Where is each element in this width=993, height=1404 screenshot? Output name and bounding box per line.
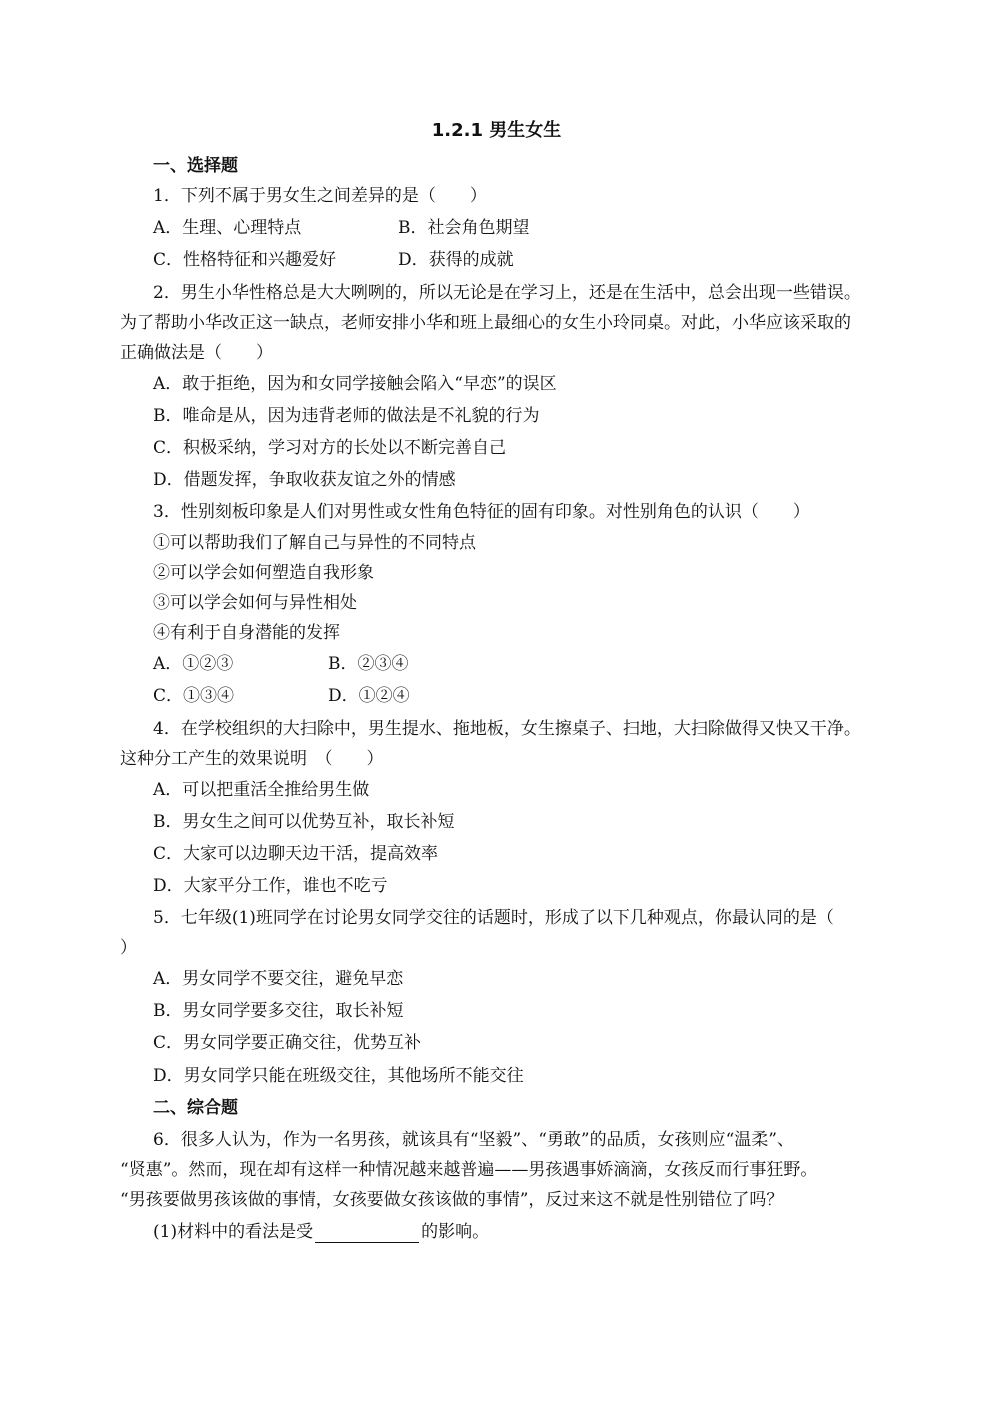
- q3-options-row2: [0, 685, 993, 707]
- q2-option-b: B．唯命是从，因为违背老师的做法是不礼貌的行为: [153, 406, 540, 426]
- q3-option-a: A．①②③: [153, 654, 234, 674]
- q5-option-c: C．男女同学要正确交往，优势互补: [153, 1033, 422, 1053]
- q6-paragraph-line3: “男孩要做男孩该做的事情，女孩要做女孩该做的事情”，反过来这不就是性别错位了吗？: [120, 1190, 784, 1210]
- q5-option-a: A．男女同学不要交往，避免早恋: [153, 969, 404, 989]
- q5-stem-line1: 5．七年级(1)班同学在讨论男女同学交往的话题时，形成了以下几种观点，你最认同的是（: [153, 908, 834, 928]
- q4-option-a: A．可以把重活全推给男生做: [153, 780, 370, 800]
- q1-option-d: D．获得的成就: [398, 250, 514, 270]
- q4-option-c: C．大家可以边聊天边干活，提高效率: [153, 844, 439, 864]
- q5-option-b: B．男女同学要多交往，取长补短: [153, 1001, 404, 1021]
- q1-option-b: B．社会角色期望: [398, 218, 530, 238]
- q6-paragraph-line1: 6．很多人认为，作为一名男孩，就该具有“坚毅”、“勇敢”的品质，女孩则应“温柔”、: [153, 1130, 794, 1150]
- q3-option-b: B．②③④: [328, 654, 409, 674]
- q3-option-c: C．①③④: [153, 686, 235, 706]
- q1-option-c: C．性格特征和兴趣爱好: [153, 250, 337, 270]
- q1-options-row1: [0, 217, 993, 239]
- q3-statement-3: ③可以学会如何与异性相处: [153, 593, 357, 613]
- q3-stem: 3．性别刻板印象是人们对男性或女性角色特征的固有印象。对性别角色的认识（ ）: [153, 502, 810, 522]
- q2-option-d: D．借题发挥，争取收获友谊之外的情感: [153, 470, 456, 490]
- section-heading-choice: 一、选择题: [153, 156, 238, 176]
- q2-stem-line1: 2．男生小华性格总是大大咧咧的，所以无论是在学习上，还是在生活中，总会出现一些错误。: [153, 283, 861, 303]
- q2-option-a: A．敢于拒绝，因为和女同学接触会陷入“早恋”的误区: [153, 374, 557, 394]
- q6-sub1-answer-blank[interactable]: [315, 1224, 419, 1243]
- q3-statement-1: ①可以帮助我们了解自己与异性的不同特点: [153, 533, 476, 553]
- section-heading-comprehensive: 二、综合题: [153, 1098, 238, 1118]
- q6-sub1-suffix: 的影响。: [421, 1222, 490, 1242]
- q4-stem-line2: 这种分工产生的效果说明 （ ）: [120, 749, 384, 769]
- q6-subquestion-1: [0, 1221, 993, 1243]
- q5-stem-line2: ）: [120, 938, 137, 958]
- q3-statement-4: ④有利于自身潜能的发挥: [153, 623, 340, 643]
- page-title: 1.2.1 男生女生: [431, 120, 562, 141]
- q2-stem-line3: 正确做法是（ ）: [120, 343, 273, 363]
- q3-option-d: D．①②④: [328, 686, 410, 706]
- q2-stem-line2: 为了帮助小华改正这一缺点，老师安排小华和班上最细心的女生小玲同桌。对此，小华应该采取的: [120, 313, 851, 333]
- q6-sub1-prefix: (1)材料中的看法是受: [153, 1222, 314, 1242]
- q4-stem-line1: 4．在学校组织的大扫除中，男生提水、拖地板，女生擦桌子、扫地，大扫除做得又快又干净。: [153, 719, 861, 739]
- q2-option-c: C．积极采纳，学习对方的长处以不断完善自己: [153, 438, 507, 458]
- q3-options-row1: [0, 653, 993, 675]
- q4-option-d: D．大家平分工作，谁也不吃亏: [153, 876, 388, 896]
- q3-statement-2: ②可以学会如何塑造自我形象: [153, 563, 374, 583]
- q6-paragraph-line2: “贤惠”。然而，现在却有这样一种情况越来越普遍——男孩遇事娇滴滴，女孩反而行事狂野。: [120, 1160, 818, 1180]
- q5-option-d: D．男女同学只能在班级交往，其他场所不能交往: [153, 1066, 524, 1086]
- q1-options-row2: [0, 249, 993, 271]
- q1-stem: 1．下列不属于男女生之间差异的是（ ）: [153, 186, 487, 206]
- q4-option-b: B．男女生之间可以优势互补，取长补短: [153, 812, 455, 832]
- q1-option-a: A．生理、心理特点: [153, 218, 302, 238]
